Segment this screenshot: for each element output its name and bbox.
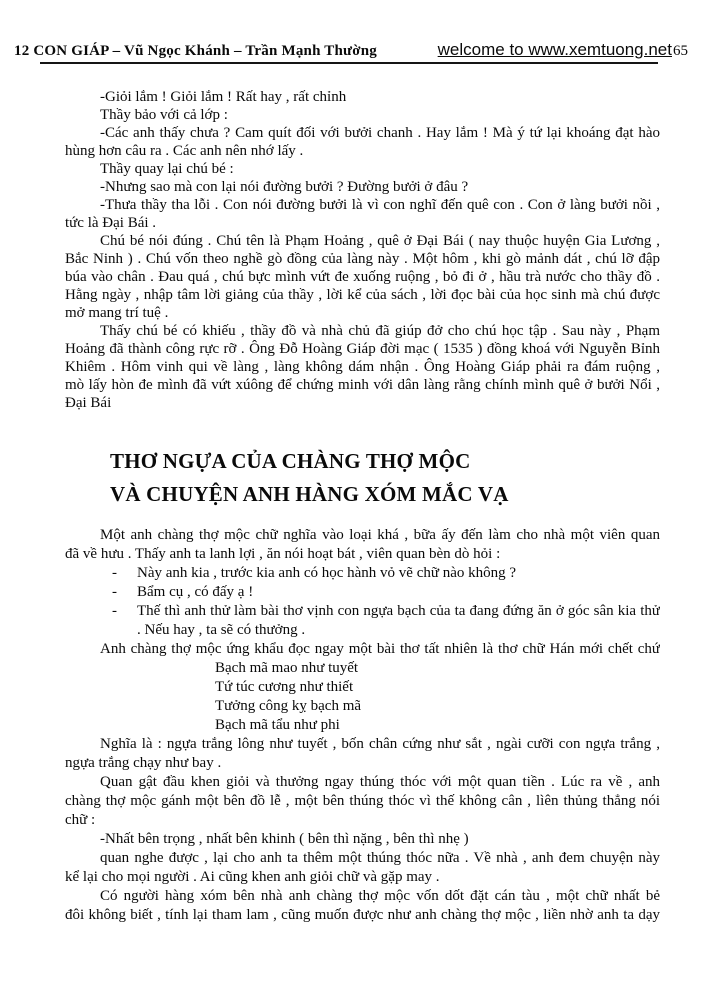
text-line: mở mang trí tuệ . (65, 305, 169, 321)
book-title: 12 CON GIÁP – Vũ Ngọc Khánh – Trần Mạnh Thường (14, 43, 377, 59)
text-line: đã về hưu . Thấy anh ta lanh lợi , ăn nói hoạt bát , viên quan bèn dò hỏi : (65, 546, 501, 562)
text-line: đôi không biết , tính lại tham lam , cũng muốn được như anh chàng thợ mộc , liền nhờ anh ta dạy (65, 907, 660, 923)
text-line: Khiêm . Hôm vinh qui về làng , làng không dám nhận . Ông Hoàng Giáp phải ra đám ruộng , (65, 359, 660, 375)
text-line (65, 564, 660, 583)
text-line: -Thưa thầy tha lỗi . Con nói đường bưởi là vì con nghĩ đến quê con . Con ở làng bưởi nồi , (100, 197, 660, 213)
poem-line: Bạch mã tẩu như phi (215, 717, 340, 733)
text-line: -Các anh thấy chưa ? Cam quít đối với bưởi chanh . Hay lắm ! Mà ý tứ lại khoáng đạt hào (100, 125, 660, 141)
section-title (110, 445, 660, 511)
text-line: Hằng ngày , nhập tâm lời giảng của thầy , lời kể của sách , lời đọc bài của học sinh mà chú được (65, 287, 660, 303)
page-number: 65 (673, 43, 688, 59)
text-line: Bắc Ninh ) . Chú vốn theo nghề gò đồng của làng này . Một hôm , khi gò mảnh dát , chú lỡ đập (65, 251, 660, 267)
list-dash: - (112, 584, 117, 600)
text-line: -Giỏi lắm ! Giỏi lắm ! Rất hay , rất chỉnh (100, 89, 347, 105)
text-line: Quan gật đầu khen giỏi và thưởng ngay thúng thóc với một quan tiền . Lúc ra về , anh (100, 774, 660, 790)
text-line: -Nhưng sao mà con lại nói đường bưởi ? Đường bưởi ở đâu ? (100, 179, 469, 195)
page-content (65, 88, 660, 925)
text-line: Thấy chú bé có khiếu , thầy đồ và nhà chủ đã giúp đở cho chú học tập . Sau này , Phạm (100, 323, 660, 339)
poem-line: Bạch mã mao như tuyết (215, 660, 359, 676)
text-line: tức là Đại Bái . (65, 215, 157, 231)
text-line (65, 583, 660, 602)
text-line: hùng hơn câu ra . Các anh nên nhớ lấy . (65, 143, 304, 159)
text-line: Hoảng đã thành công rực rỡ . Ông Đỗ Hoàng Giáp đời mạc ( 1535 ) đồng khoá với Nguyễn Bỉnh (65, 341, 660, 357)
text-line: Chú bé nói đúng . Chú tên là Phạm Hoảng , quê ở Đại Bái ( nay thuộc huyện Gia Lương , (100, 233, 660, 249)
text-line: chàng thợ mộc gánh một bên đồ lễ , một bên thúng thóc vì thế không cân , lìên thủng thẳng nói (65, 793, 660, 809)
text-line: Đại Bái (65, 395, 112, 411)
section-title-line2: VÀ CHUYỆN ANH HÀNG XÓM MẮC VẠ (110, 482, 509, 506)
list-item-text: Bẩm cụ , có đấy ạ ! (137, 584, 254, 600)
list-item-text: Này anh kia , trước kia anh có học hành vỏ vẽ chữ nào không ? (137, 565, 517, 581)
text-line: Anh chàng thợ mộc ứng khẩu đọc ngay một bài thơ tất nhiên là thơ chữ Hán mới chết chứ (100, 641, 660, 657)
poem-line: Tứ túc cương như thiết (215, 679, 354, 695)
text-line: -Nhất bên trọng , nhất bên khinh ( bên thì nặng , bên thì nhẹ ) (100, 831, 469, 847)
text-line: mò lấy hòn đe mình đã vứt xúông để chứng minh với dân làng rằng chính mình quê ở bưởi Nổi , (65, 377, 660, 393)
text-line: ngựa trắng chạy như bay . (65, 755, 222, 771)
text-line: quan nghe được , lại cho anh ta thêm một thúng thóc nữa . Về nhà , anh đem chuyện này (100, 850, 660, 866)
text-line: kể lại cho mọi người . Ai cũng khen anh giỏi chữ và gặp may . (65, 869, 440, 885)
list-dash: - (112, 565, 117, 581)
story-block (65, 526, 660, 925)
poem-line: Tưởng công kỵ bạch mã (215, 698, 362, 714)
text-line: Có người hàng xóm bên nhà anh chàng thợ mộc vốn dốt đặt cán tàu , một chữ nhất bẻ (100, 888, 660, 904)
text-line: Một anh chàng thợ mộc chữ nghĩa vào loại khá , bữa ấy đến làm cho nhà một viên quan (100, 527, 660, 543)
text-line (65, 602, 660, 621)
text-line: Nghĩa là : ngựa trắng lông như tuyết , bốn chân cứng như sắt , ngài cưỡi con ngựa trắng , (100, 736, 660, 752)
section-title-line1: THƠ NGỰA CỦA CHÀNG THỢ MỘC (110, 449, 471, 473)
story-ending-block (65, 88, 660, 412)
text-line: chữ : (65, 812, 96, 828)
text-line: Thầy quay lại chú bé : (100, 161, 234, 177)
text-line: . Nếu hay , ta sẽ có thưởng . (137, 622, 306, 638)
page-header (14, 40, 688, 60)
list-item-text: Thế thì anh thử làm bài thơ vịnh con ngựa bạch của ta đang đứng ăn ở góc sân kia thử (137, 603, 660, 619)
list-dash: - (112, 603, 117, 619)
text-line: búa vào chân . Đau quá , chú bực mình vứt đe xuống ruộng , bỏ đi ở , hầu trà nước cho thầy đồ . (65, 269, 660, 285)
site-link[interactable]: welcome to www.xemtuong.net (437, 40, 672, 59)
header-right (438, 40, 688, 60)
text-line: Thầy bảo với cả lớp : (100, 107, 228, 123)
header-divider (40, 62, 658, 64)
